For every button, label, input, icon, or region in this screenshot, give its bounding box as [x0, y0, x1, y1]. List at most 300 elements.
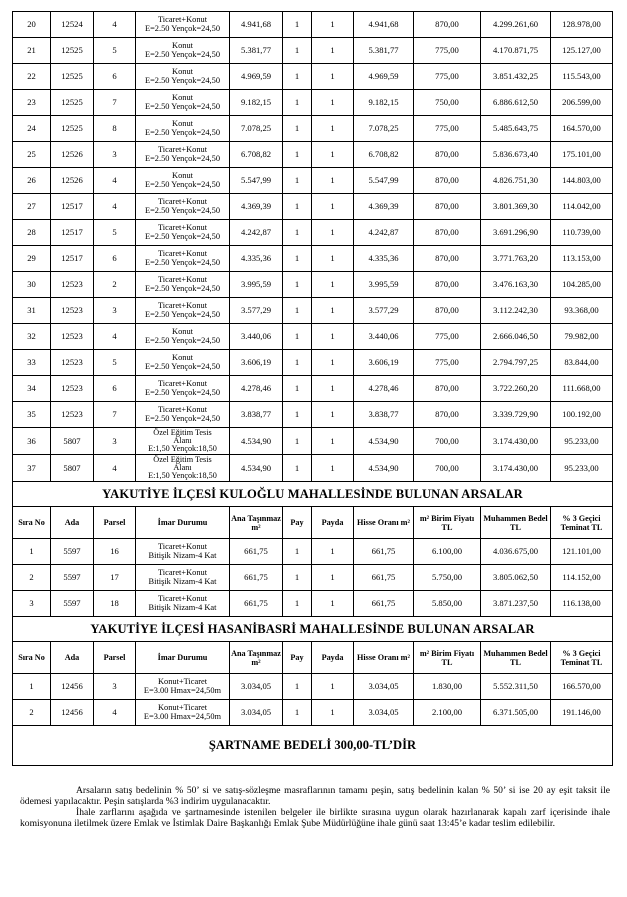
share-denominator-cell: 1 — [312, 12, 354, 38]
unit-price-cell: 870,00 — [414, 12, 481, 38]
deposit-cell: 166.570,00 — [551, 674, 613, 700]
table-kuloglu-continued — [13, 12, 613, 482]
estimated-value-cell: 3.174.430,00 — [481, 455, 551, 482]
share-denominator-cell: 1 — [312, 402, 354, 428]
share-area-cell: 661,75 — [354, 539, 414, 565]
deposit-cell: 95.233,00 — [551, 455, 613, 482]
parsel-cell: 7 — [94, 90, 136, 116]
share-area-cell: 4.969,59 — [354, 64, 414, 90]
ada-cell: 12525 — [51, 90, 94, 116]
zoning-line: Konut — [172, 40, 193, 50]
share-denominator-cell: 1 — [312, 220, 354, 246]
unit-price-header: m² Birim Fiyatı TL — [414, 642, 481, 674]
parsel-cell: 6 — [94, 246, 136, 272]
deposit-cell: 93.368,00 — [551, 298, 613, 324]
zoning-line: E=2.50 Yençok=24,50 — [144, 335, 221, 345]
estimated-value-header: Muhammen Bedel TL — [481, 642, 551, 674]
zoning-cell — [136, 194, 230, 220]
zoning-cell — [136, 38, 230, 64]
estimated-value-cell: 3.851.432,25 — [481, 64, 551, 90]
column-headers — [13, 642, 613, 674]
section-title: YAKUTİYE İLÇESİ HASANİBASRİ MAHALLESİNDE BULUNAN ARSALAR — [13, 617, 613, 642]
share-cell: 1 — [283, 116, 312, 142]
unit-price-cell: 870,00 — [414, 168, 481, 194]
share-denominator-cell: 1 — [312, 565, 354, 591]
unit-price-cell: 775,00 — [414, 64, 481, 90]
share-cell: 1 — [283, 539, 312, 565]
zoning-line: Ticaret+Konut — [157, 14, 208, 24]
parsel-cell: 2 — [94, 272, 136, 298]
ada-cell: 5597 — [51, 565, 94, 591]
zoning-line: Özel Eğitim Tesis — [153, 454, 212, 464]
ada-cell: 12523 — [51, 298, 94, 324]
zoning-line: E=2.50 Yençok=24,50 — [144, 205, 221, 215]
area-cell: 661,75 — [230, 539, 283, 565]
table-row — [13, 12, 613, 38]
zoning-cell — [136, 142, 230, 168]
unit-price-cell: 870,00 — [414, 142, 481, 168]
share-cell: 1 — [283, 324, 312, 350]
ada-header: Ada — [51, 507, 94, 539]
share-cell: 1 — [283, 428, 312, 455]
share-denominator-cell: 1 — [312, 428, 354, 455]
unit-price-cell: 870,00 — [414, 220, 481, 246]
section-title: YAKUTİYE İLÇESİ KULOĞLU MAHALLESİNDE BULUNAN ARSALAR — [13, 482, 613, 507]
zoning-line: Ticaret+Konut — [157, 378, 208, 388]
unit-price-cell: 5.750,00 — [414, 565, 481, 591]
zoning-line: Ticaret+Konut — [157, 196, 208, 206]
share-area-header: Hisse Oranı m² — [354, 507, 414, 539]
row-number-cell: 23 — [13, 90, 51, 116]
zoning-cell — [136, 168, 230, 194]
unit-price-cell: 750,00 — [414, 90, 481, 116]
share-area-cell: 7.078,25 — [354, 116, 414, 142]
table-row — [13, 402, 613, 428]
share-denominator-cell: 1 — [312, 298, 354, 324]
share-cell: 1 — [283, 402, 312, 428]
unit-price-cell: 775,00 — [414, 38, 481, 64]
zoning-line: E=2.50 Yençok=24,50 — [144, 75, 221, 85]
specification-fee — [13, 726, 613, 766]
zoning-line: E=2.50 Yençok=24,50 — [144, 127, 221, 137]
zoning-line: Konut — [172, 118, 193, 128]
row-number-cell: 36 — [13, 428, 51, 455]
share-area-cell: 4.534,90 — [354, 428, 414, 455]
ada-cell: 12523 — [51, 324, 94, 350]
estimated-value-cell: 3.771.763,20 — [481, 246, 551, 272]
area-cell: 3.838,77 — [230, 402, 283, 428]
zoning-cell — [136, 591, 230, 617]
parsel-cell: 17 — [94, 565, 136, 591]
share-cell: 1 — [283, 64, 312, 90]
column-headers — [13, 507, 613, 539]
unit-price-header: m² Birim Fiyatı TL — [414, 507, 481, 539]
ada-cell: 5597 — [51, 539, 94, 565]
share-denominator-cell: 1 — [312, 324, 354, 350]
estimated-value-cell: 3.476.163,30 — [481, 272, 551, 298]
share-area-cell: 4.369,39 — [354, 194, 414, 220]
unit-price-cell: 775,00 — [414, 116, 481, 142]
zoning-line: Bitişik Nizam-4 Kat — [148, 550, 217, 560]
area-cell: 4.941,68 — [230, 12, 283, 38]
share-area-cell: 3.606,19 — [354, 350, 414, 376]
section-hasanibasri — [13, 617, 613, 642]
estimated-value-cell: 5.552.311,50 — [481, 674, 551, 700]
row-number-header: Sıra No — [13, 507, 51, 539]
row-number-cell: 31 — [13, 298, 51, 324]
zoning-line: Ticaret+Konut — [157, 248, 208, 258]
ada-cell: 12523 — [51, 272, 94, 298]
area-cell: 4.534,90 — [230, 428, 283, 455]
parsel-cell: 3 — [94, 142, 136, 168]
row-number-cell: 25 — [13, 142, 51, 168]
estimated-value-cell: 2.794.797,25 — [481, 350, 551, 376]
estimated-value-cell: 3.871.237,50 — [481, 591, 551, 617]
document-page — [12, 11, 612, 766]
parsel-cell: 6 — [94, 64, 136, 90]
area-cell: 3.440,06 — [230, 324, 283, 350]
header-row — [13, 642, 613, 674]
unit-price-cell: 700,00 — [414, 455, 481, 482]
table-row — [13, 565, 613, 591]
zoning-line: E=2.50 Yençok=24,50 — [144, 231, 221, 241]
zoning-line: E=2.50 Yençok=24,50 — [144, 283, 221, 293]
row-number-cell: 2 — [13, 700, 51, 726]
parsel-cell: 5 — [94, 350, 136, 376]
estimated-value-cell: 3.801.369,30 — [481, 194, 551, 220]
zoning-line: E=2.50 Yençok=24,50 — [144, 153, 221, 163]
zoning-line: Bitişik Nizam-4 Kat — [148, 576, 217, 586]
share-cell: 1 — [283, 246, 312, 272]
zoning-cell — [136, 64, 230, 90]
ada-cell: 12524 — [51, 12, 94, 38]
share-denominator-cell: 1 — [312, 591, 354, 617]
zoning-cell — [136, 350, 230, 376]
parsel-cell: 16 — [94, 539, 136, 565]
share-cell: 1 — [283, 90, 312, 116]
share-cell: 1 — [283, 591, 312, 617]
table-row — [13, 674, 613, 700]
parsel-cell: 18 — [94, 591, 136, 617]
deposit-cell: 164.570,00 — [551, 116, 613, 142]
deposit-cell: 128.978,00 — [551, 12, 613, 38]
table-row — [13, 376, 613, 402]
area-cell: 3.995,59 — [230, 272, 283, 298]
share-cell: 1 — [283, 38, 312, 64]
row-number-cell: 22 — [13, 64, 51, 90]
zoning-line: E:1,50 Yençok:18,50 — [148, 471, 217, 481]
estimated-value-cell: 3.112.242,30 — [481, 298, 551, 324]
zoning-header: İmar Durumu — [136, 507, 230, 539]
zoning-line: Konut+Ticaret — [157, 676, 208, 686]
share-area-cell: 4.278,46 — [354, 376, 414, 402]
zoning-line: Konut — [172, 66, 193, 76]
ada-cell: 12523 — [51, 350, 94, 376]
parsel-cell: 4 — [94, 12, 136, 38]
row-number-cell: 24 — [13, 116, 51, 142]
share-area-cell: 3.838,77 — [354, 402, 414, 428]
zoning-header: İmar Durumu — [136, 642, 230, 674]
table-row — [13, 168, 613, 194]
table-row — [13, 246, 613, 272]
zoning-line: Konut+Ticaret — [157, 702, 208, 712]
specification-fee-text: ŞARTNAME BEDELİ 300,00-TL’DİR — [13, 726, 613, 766]
share-denominator-cell: 1 — [312, 455, 354, 482]
parsel-cell: 5 — [94, 38, 136, 64]
row-number-cell: 26 — [13, 168, 51, 194]
table-hasanibasri — [13, 674, 613, 726]
estimated-value-cell: 4.170.871,75 — [481, 38, 551, 64]
area-cell: 661,75 — [230, 591, 283, 617]
row-number-cell: 2 — [13, 565, 51, 591]
deposit-cell: 116.138,00 — [551, 591, 613, 617]
deposit-cell: 206.599,00 — [551, 90, 613, 116]
table-row — [13, 64, 613, 90]
zoning-line: E=2.50 Yençok=24,50 — [144, 361, 221, 371]
share-header: Pay — [283, 642, 312, 674]
deposit-cell: 100.192,00 — [551, 402, 613, 428]
table-row — [13, 700, 613, 726]
ada-cell: 5807 — [51, 455, 94, 482]
zoning-cell — [136, 220, 230, 246]
share-denominator-cell: 1 — [312, 539, 354, 565]
parsel-cell: 4 — [94, 194, 136, 220]
parsel-cell: 4 — [94, 700, 136, 726]
area-cell: 4.242,87 — [230, 220, 283, 246]
zoning-line: E=2.50 Yençok=24,50 — [144, 23, 221, 33]
deposit-cell: 191.146,00 — [551, 700, 613, 726]
area-cell: 3.606,19 — [230, 350, 283, 376]
deposit-cell: 95.233,00 — [551, 428, 613, 455]
unit-price-cell: 870,00 — [414, 272, 481, 298]
ada-cell: 12525 — [51, 64, 94, 90]
estimated-value-cell: 5.485.643,75 — [481, 116, 551, 142]
ada-header: Ada — [51, 642, 94, 674]
area-cell: 7.078,25 — [230, 116, 283, 142]
deposit-cell: 114.042,00 — [551, 194, 613, 220]
zoning-cell — [136, 700, 230, 726]
row-number-cell: 1 — [13, 539, 51, 565]
unit-price-cell: 870,00 — [414, 402, 481, 428]
share-denominator-cell: 1 — [312, 38, 354, 64]
zoning-cell — [136, 324, 230, 350]
zoning-line: Ticaret+Konut — [157, 593, 208, 603]
parsel-cell: 6 — [94, 376, 136, 402]
estimated-value-cell: 4.299.261,60 — [481, 12, 551, 38]
zoning-line: E=3.00 Hmax=24,50m — [143, 711, 222, 721]
row-number-cell: 35 — [13, 402, 51, 428]
share-area-header: Hisse Oranı m² — [354, 642, 414, 674]
ada-cell: 12456 — [51, 700, 94, 726]
table-row — [13, 38, 613, 64]
table-row — [13, 591, 613, 617]
deposit-cell: 113.153,00 — [551, 246, 613, 272]
row-number-cell: 29 — [13, 246, 51, 272]
zoning-cell — [136, 376, 230, 402]
zoning-line: E=2.50 Yençok=24,50 — [144, 49, 221, 59]
share-denominator-cell: 1 — [312, 376, 354, 402]
share-cell: 1 — [283, 350, 312, 376]
row-number-header: Sıra No — [13, 642, 51, 674]
zoning-cell — [136, 246, 230, 272]
unit-price-cell: 700,00 — [414, 428, 481, 455]
zoning-line: Konut — [172, 352, 193, 362]
table-row — [13, 194, 613, 220]
ada-cell: 12525 — [51, 116, 94, 142]
ada-cell: 12517 — [51, 194, 94, 220]
estimated-value-cell: 4.826.751,30 — [481, 168, 551, 194]
area-cell: 4.278,46 — [230, 376, 283, 402]
table-row — [13, 272, 613, 298]
zoning-line: Ticaret+Konut — [157, 300, 208, 310]
table-row — [13, 220, 613, 246]
table-row — [13, 428, 613, 455]
parsel-cell: 3 — [94, 428, 136, 455]
zoning-line: E:1,50 Yençok:18,50 — [148, 444, 217, 454]
zoning-line: Ticaret+Konut — [157, 144, 208, 154]
zoning-cell — [136, 674, 230, 700]
share-denominator-cell: 1 — [312, 194, 354, 220]
share-area-cell: 661,75 — [354, 591, 414, 617]
table-kuloglu — [13, 539, 613, 617]
zoning-line: Alanı — [173, 435, 192, 445]
zoning-line: E=2.50 Yençok=24,50 — [144, 179, 221, 189]
share-cell: 1 — [283, 455, 312, 482]
share-cell: 1 — [283, 272, 312, 298]
share-header: Pay — [283, 507, 312, 539]
zoning-cell — [136, 298, 230, 324]
deposit-cell: 115.543,00 — [551, 64, 613, 90]
zoning-line: E=3.00 Hmax=24,50m — [143, 685, 222, 695]
zoning-line: E=2.50 Yençok=24,50 — [144, 309, 221, 319]
share-area-cell: 4.534,90 — [354, 455, 414, 482]
zoning-cell — [136, 455, 230, 482]
estimated-value-cell: 6.886.612,50 — [481, 90, 551, 116]
deposit-cell: 79.982,00 — [551, 324, 613, 350]
unit-price-cell: 775,00 — [414, 350, 481, 376]
zoning-line: Alanı — [173, 462, 192, 472]
share-cell: 1 — [283, 674, 312, 700]
zoning-cell — [136, 565, 230, 591]
share-denominator-cell: 1 — [312, 246, 354, 272]
header-row — [13, 507, 613, 539]
deposit-cell: 83.844,00 — [551, 350, 613, 376]
share-area-cell: 3.995,59 — [354, 272, 414, 298]
share-denominator-header: Payda — [312, 507, 354, 539]
table-row — [13, 455, 613, 482]
unit-price-cell: 2.100,00 — [414, 700, 481, 726]
deposit-header: % 3 Geçici Teminat TL — [551, 642, 613, 674]
table-row — [13, 324, 613, 350]
sale-terms-paragraph — [20, 785, 610, 829]
zoning-line: Ticaret+Konut — [157, 222, 208, 232]
unit-price-cell: 775,00 — [414, 324, 481, 350]
share-denominator-cell: 1 — [312, 116, 354, 142]
zoning-cell — [136, 12, 230, 38]
table-row — [13, 350, 613, 376]
share-area-cell: 4.941,68 — [354, 12, 414, 38]
zoning-line: Ticaret+Konut — [157, 274, 208, 284]
estimated-value-cell: 4.036.675,00 — [481, 539, 551, 565]
zoning-line: E=2.50 Yençok=24,50 — [144, 413, 221, 423]
estimated-value-cell: 3.691.296,90 — [481, 220, 551, 246]
share-cell: 1 — [283, 220, 312, 246]
share-area-cell: 5.547,99 — [354, 168, 414, 194]
parsel-cell: 3 — [94, 674, 136, 700]
parsel-cell: 5 — [94, 220, 136, 246]
share-cell: 1 — [283, 376, 312, 402]
estimated-value-cell: 3.174.430,00 — [481, 428, 551, 455]
area-cell: 4.969,59 — [230, 64, 283, 90]
area-cell: 9.182,15 — [230, 90, 283, 116]
share-denominator-cell: 1 — [312, 272, 354, 298]
share-area-cell: 661,75 — [354, 565, 414, 591]
parsel-cell: 4 — [94, 324, 136, 350]
share-area-cell: 3.440,06 — [354, 324, 414, 350]
zoning-line: Konut — [172, 326, 193, 336]
share-cell: 1 — [283, 12, 312, 38]
row-number-cell: 21 — [13, 38, 51, 64]
share-area-cell: 3.034,05 — [354, 700, 414, 726]
parsel-cell: 4 — [94, 168, 136, 194]
row-number-cell: 1 — [13, 674, 51, 700]
parsel-cell: 3 — [94, 298, 136, 324]
table-row — [13, 142, 613, 168]
share-cell: 1 — [283, 700, 312, 726]
zoning-line: Konut — [172, 92, 193, 102]
share-denominator-cell: 1 — [312, 64, 354, 90]
share-cell: 1 — [283, 168, 312, 194]
area-cell: 4.369,39 — [230, 194, 283, 220]
table-row — [13, 90, 613, 116]
zoning-line: Konut — [172, 170, 193, 180]
area-cell: 661,75 — [230, 565, 283, 591]
unit-price-cell: 870,00 — [414, 246, 481, 272]
ada-cell: 5597 — [51, 591, 94, 617]
share-area-cell: 4.335,36 — [354, 246, 414, 272]
share-denominator-cell: 1 — [312, 90, 354, 116]
zoning-line: Ticaret+Konut — [157, 541, 208, 551]
row-number-cell: 30 — [13, 272, 51, 298]
area-header: Ana Taşınmaz m² — [230, 642, 283, 674]
row-number-cell: 20 — [13, 12, 51, 38]
zoning-line: Özel Eğitim Tesis — [153, 427, 212, 437]
deposit-header: % 3 Geçici Teminat TL — [551, 507, 613, 539]
share-area-cell: 3.577,29 — [354, 298, 414, 324]
ada-cell: 5807 — [51, 428, 94, 455]
row-number-cell: 37 — [13, 455, 51, 482]
deposit-cell: 121.101,00 — [551, 539, 613, 565]
area-cell: 3.577,29 — [230, 298, 283, 324]
zoning-cell — [136, 116, 230, 142]
zoning-line: Ticaret+Konut — [157, 404, 208, 414]
estimated-value-cell: 3.805.062,50 — [481, 565, 551, 591]
share-cell: 1 — [283, 194, 312, 220]
parsel-cell: 4 — [94, 455, 136, 482]
row-number-cell: 34 — [13, 376, 51, 402]
share-cell: 1 — [283, 565, 312, 591]
unit-price-cell: 870,00 — [414, 298, 481, 324]
deposit-cell: 114.152,00 — [551, 565, 613, 591]
estimated-value-cell: 2.666.046,50 — [481, 324, 551, 350]
share-denominator-cell: 1 — [312, 700, 354, 726]
parsel-cell: 7 — [94, 402, 136, 428]
share-area-cell: 4.242,87 — [354, 220, 414, 246]
parcel-table — [12, 11, 613, 766]
zoning-line: E=2.50 Yençok=24,50 — [144, 101, 221, 111]
row-number-cell: 28 — [13, 220, 51, 246]
row-number-cell: 32 — [13, 324, 51, 350]
